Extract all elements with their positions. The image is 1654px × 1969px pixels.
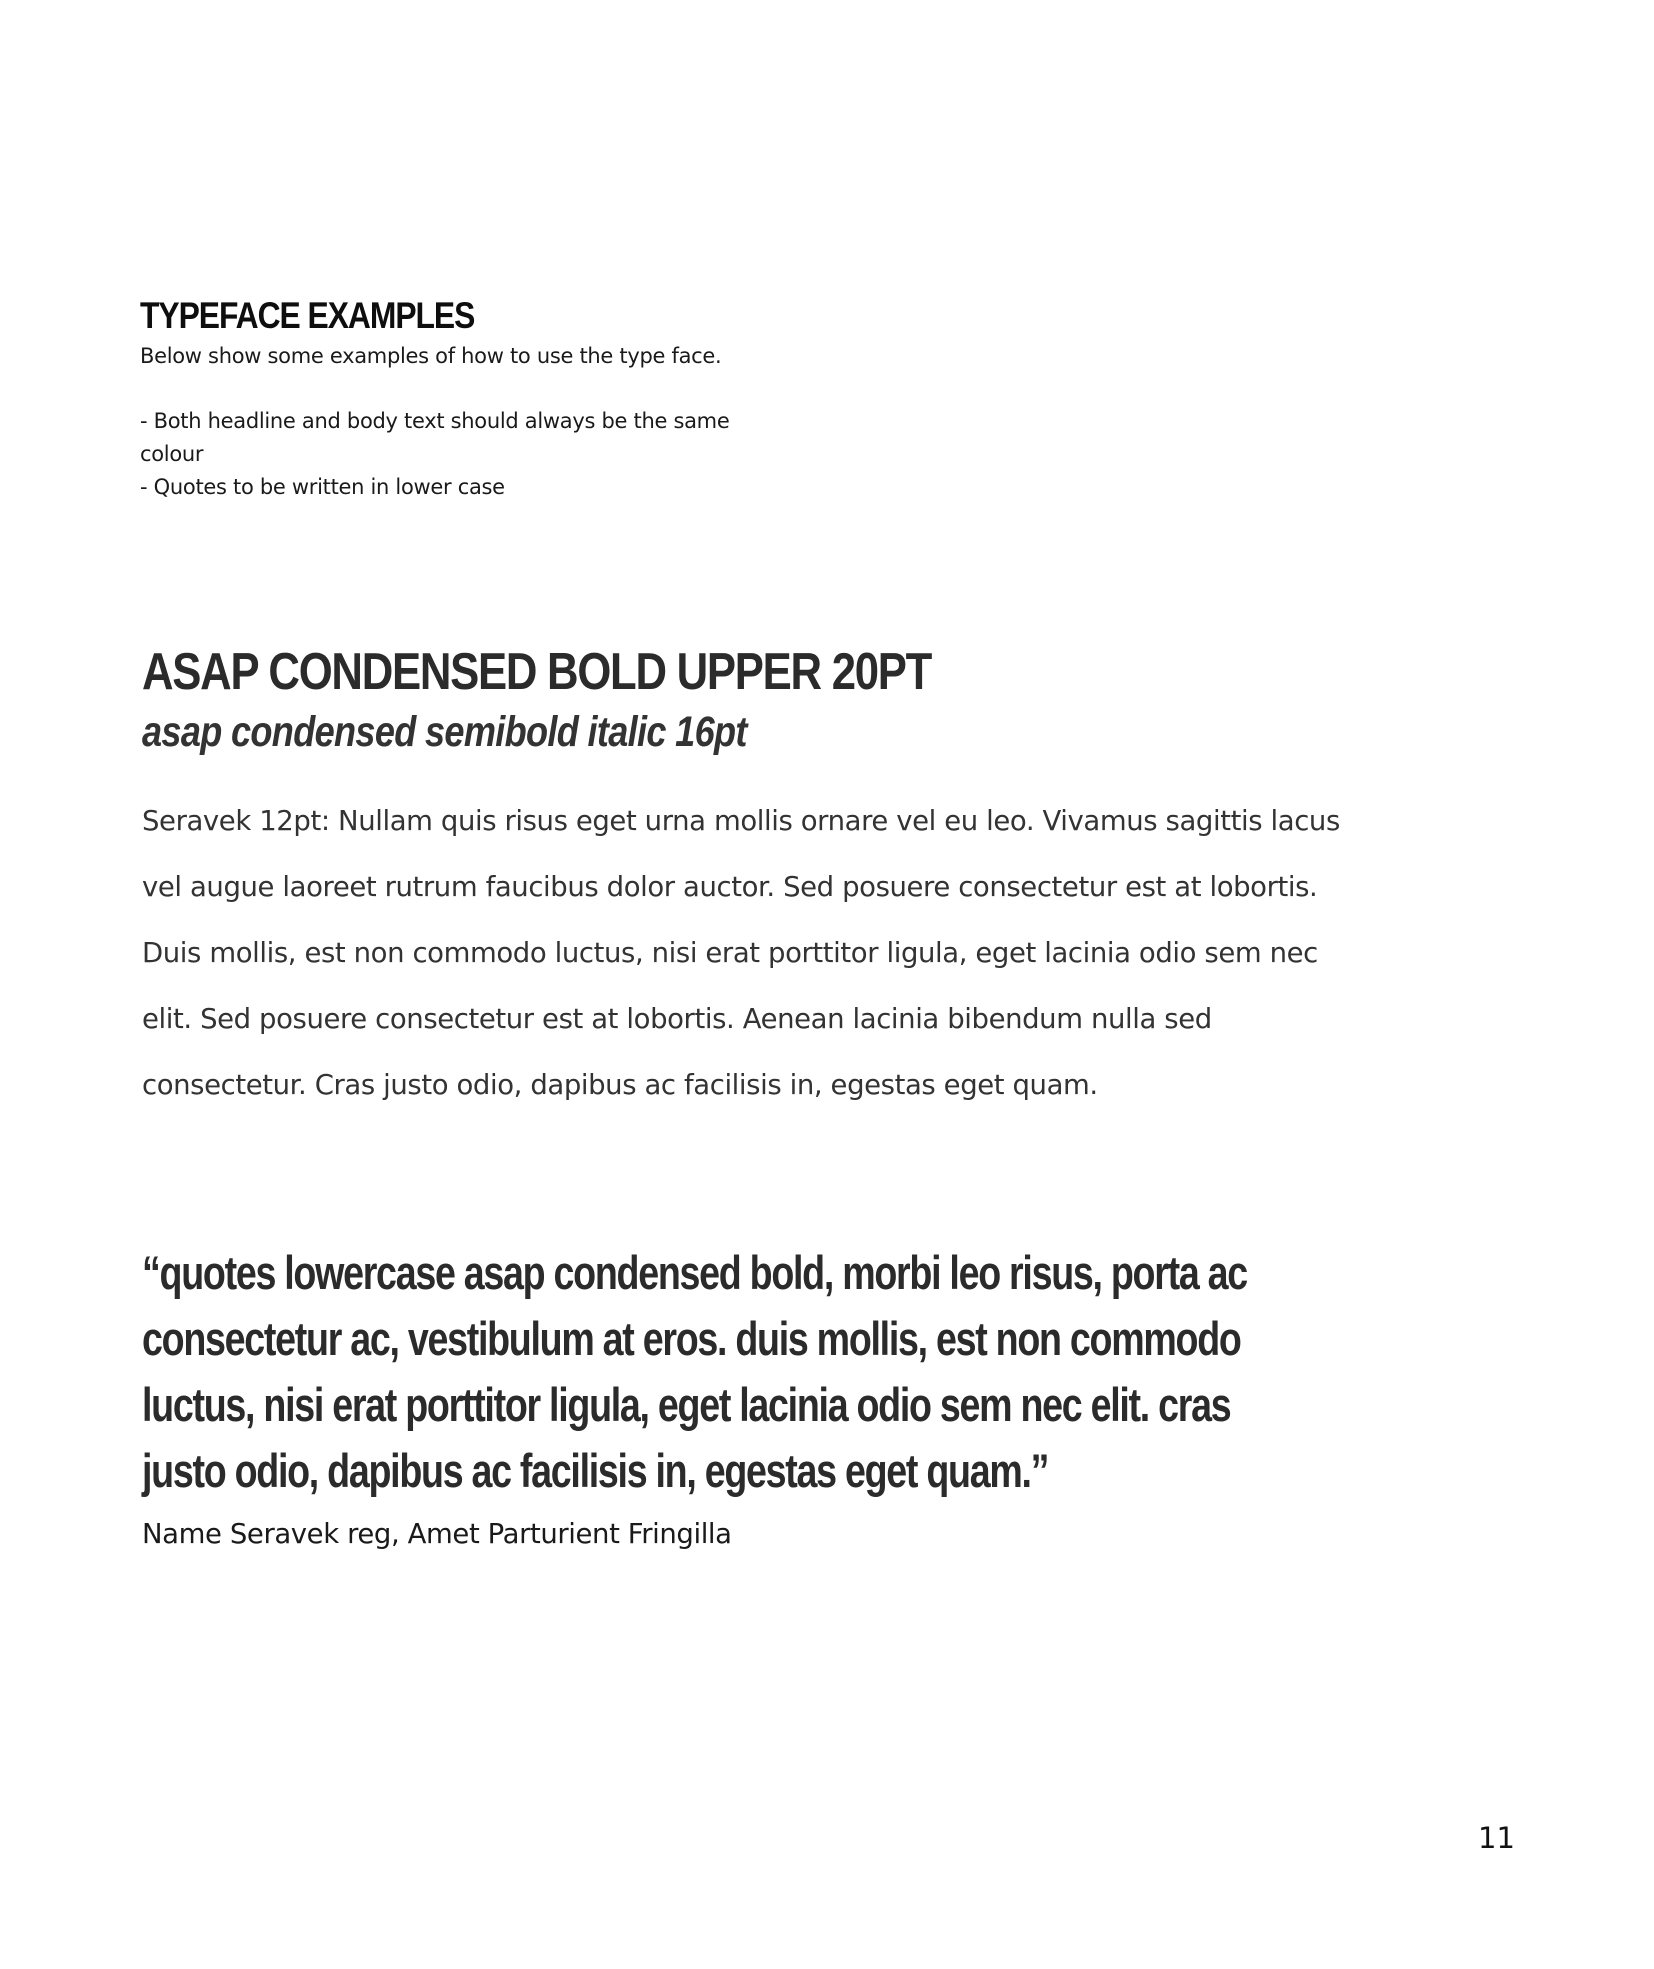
page-number: 11 <box>1478 1821 1515 1855</box>
specimen-body-text: Seravek 12pt: Nullam quis risus eget urna mollis ornare vel eu leo. Vivamus sagittis lacus vel augue laoreet rutrum faucibus dolor auctor. Sed posuere consectetur est at lobortis. Duis mollis, est non commodo luctus, nisi erat porttitor ligula, eget lacinia odio sem nec elit. Sed posuere consectetur est at lobortis. Aenean lacinia bibendum nulla sed consectetur. Cras justo odio, dapibus ac facilisis in, egestas eget quam. <box>142 805 1340 1101</box>
specimen-headline: ASAP CONDENSED BOLD UPPER 20PT <box>142 643 932 701</box>
specimen-subhead: asap condensed semibold italic 16pt <box>142 708 747 756</box>
pull-quote: “quotes lowercase asap condensed bold, morbi leo risus, porta ac consectetur ac, vestibulum at eros. duis mollis, est non commodo luctus, nisi erat porttitor ligula, eget lacinia odio sem nec elit. cras justo odio, dapibus ac facilisis in, egestas eget quam.” <box>142 1246 1247 1497</box>
type-specimen <box>142 640 1372 1118</box>
intro-lead-text: Below show some examples of how to use the type face. <box>140 344 722 368</box>
guideline-list <box>140 405 770 504</box>
guideline-item: - Both headline and body text should always be the same colour <box>140 409 730 466</box>
intro-section <box>140 296 780 504</box>
guideline-item: - Quotes to be written in lower case <box>140 475 505 499</box>
quote-section <box>142 1240 1472 1552</box>
section-title: TYPEFACE EXAMPLES <box>140 295 475 336</box>
quote-attribution: Name Seravek reg, Amet Parturient Fringilla <box>142 1518 732 1550</box>
